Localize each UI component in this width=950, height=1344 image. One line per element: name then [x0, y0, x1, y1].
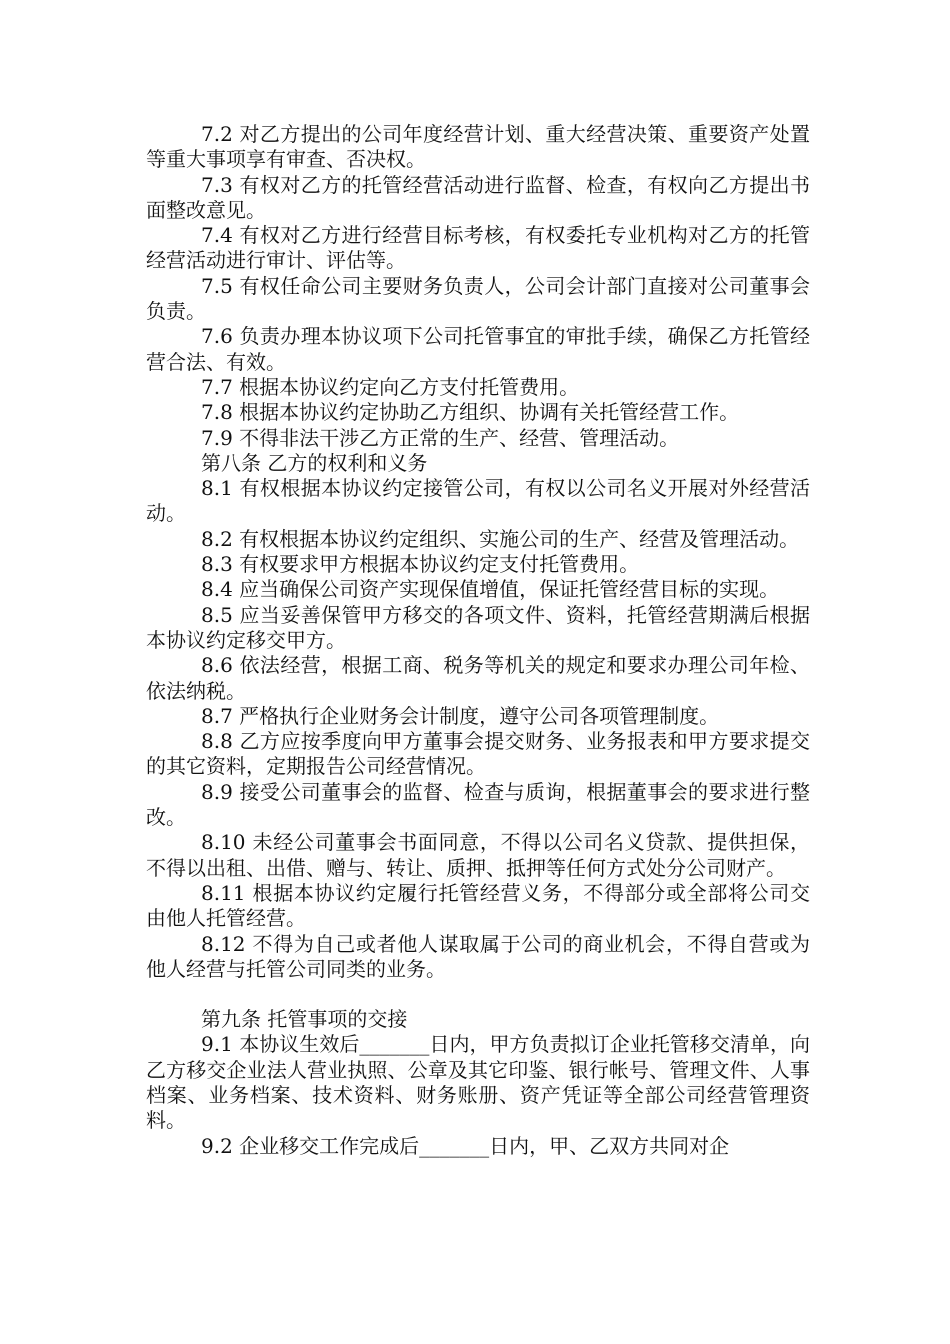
clause-8-3: 8.3 有权要求甲方根据本协议约定支付托管费用。	[201, 552, 640, 577]
clause-7-6: 7.6 负责办理本协议项下公司托管事宜的审批手续，确保乙方托管经营合法、有效。	[146, 324, 810, 374]
clause-7-3: 7.3 有权对乙方的托管经营活动进行监督、检查，有权向乙方提出书面整改意见。	[146, 172, 810, 222]
clause-9-2: 9.2 企业移交工作完成后_______日内，甲、乙双方共同对企	[201, 1133, 730, 1158]
clause-7-9: 7.9 不得非法干涉乙方正常的生产、经营、管理活动。	[201, 425, 680, 450]
article-8-heading: 第八条 乙方的权利和义务	[201, 450, 428, 475]
clause-7-5: 7.5 有权任命公司主要财务负责人，公司会计部门直接对公司董事会负责。	[146, 273, 810, 324]
clause-7-2: 7.2 对乙方提出的公司年度经营计划、重大经营决策、重要资产处置等重大事项享有审查、否决权。	[146, 122, 810, 172]
article-9-heading: 第九条 托管事项的交接	[201, 1007, 408, 1032]
clause-8-2: 8.2 有权根据本协议约定组织、实施公司的生产、经营及管理活动。	[201, 526, 800, 551]
clause-7-7: 7.7 根据本协议约定向乙方支付托管费用。	[201, 374, 580, 399]
clause-8-12: 8.12 不得为自己或者他人谋取属于公司的商业机会，不得自营或为他人经营与托管公司同类的业务。	[146, 931, 810, 981]
clause-8-7: 8.7 严格执行企业财务会计制度，遵守公司各项管理制度。	[201, 703, 720, 728]
clause-8-1: 8.1 有权根据本协议约定接管公司，有权以公司名义开展对外经营活动。	[146, 476, 810, 526]
clause-9-1: 9.1 本协议生效后_______日内，甲方负责拟订企业托管移交清单，向乙方移交企业法人营业执照、公章及其它印鉴、银行帐号、管理文件、人事档案、业务档案、技术资料、财务账册、资产凭证等全部公司经营管理资料。	[146, 1032, 810, 1133]
clause-8-5: 8.5 应当妥善保管甲方移交的各项文件、资料，托管经营期满后根据本协议约定移交甲方。	[146, 602, 810, 652]
document-body	[146, 122, 810, 1159]
clause-7-4: 7.4 有权对乙方进行经营目标考核，有权委托专业机构对乙方的托管经营活动进行审计、评估等。	[146, 223, 810, 273]
clause-8-11: 8.11 根据本协议约定履行托管经营义务，不得部分或全部将公司交由他人托管经营。	[146, 880, 810, 931]
clause-8-8: 8.8 乙方应按季度向甲方董事会提交财务、业务报表和甲方要求提交的其它资料，定期报告公司经营情况。	[146, 729, 810, 779]
clause-8-9: 8.9 接受公司董事会的监督、检查与质询，根据董事会的要求进行整改。	[146, 779, 810, 830]
clause-8-6: 8.6 依法经营，根据工商、税务等机关的规定和要求办理公司年检、依法纳税。	[146, 653, 810, 703]
clause-7-8: 7.8 根据本协议约定协助乙方组织、协调有关托管经营工作。	[201, 400, 740, 425]
clause-8-10: 8.10 未经公司董事会书面同意，不得以公司名义贷款、提供担保，不得以出租、出借、赠与、转让、质押、抵押等任何方式处分公司财产。	[146, 830, 810, 880]
section-gap	[146, 982, 810, 1007]
clause-8-4: 8.4 应当确保公司资产实现保值增值，保证托管经营目标的实现。	[201, 577, 780, 602]
